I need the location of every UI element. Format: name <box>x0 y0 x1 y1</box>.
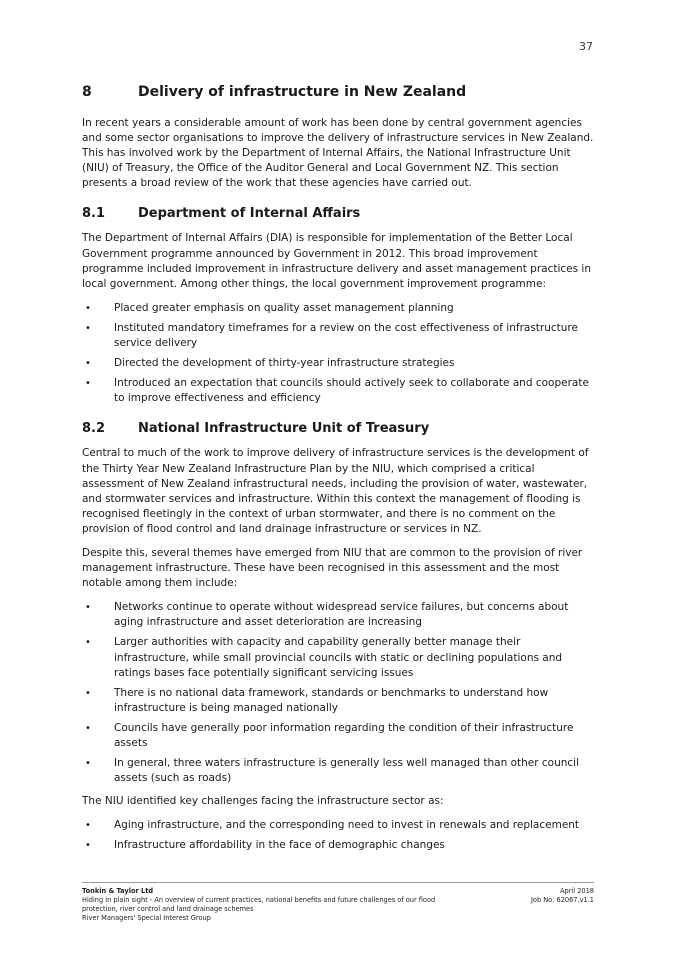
section-heading <box>82 82 594 102</box>
section-number: 8 <box>82 84 92 100</box>
subsection-number: 8.2 <box>82 421 106 437</box>
subsection-number: 8.1 <box>82 206 106 222</box>
niu-paragraph-3: The NIU identified key challenges facing the infrastructure sector as: <box>82 795 444 808</box>
list-item: • Larger authorities with capacity and capability generally better manage their infrastructure, while small provincial councils with static or declining populations and ratings bases face potentially significant servicing issues <box>85 636 563 679</box>
list-item: • Introduced an expectation that councils should actively seek to collaborate and cooperate to improve effectiveness and efficiency <box>85 377 589 405</box>
bullet-glyph: • <box>85 820 91 832</box>
niu-challenges-list <box>82 818 594 853</box>
list-item: • Instituted mandatory timeframes for a review on the cost effectiveness of infrastructure service delivery <box>85 321 578 350</box>
bullet-glyph: • <box>85 840 91 852</box>
bullet-glyph: • <box>85 602 91 614</box>
list-item: • Councils have generally poor information regarding the condition of their infrastructure assets <box>85 721 574 749</box>
footer-client: River Managers' Special Interest Group <box>82 914 211 922</box>
section-title: Delivery of infrastructure in New Zealand <box>138 84 467 100</box>
bullet-glyph: • <box>85 687 91 699</box>
bullet-glyph: • <box>85 758 91 770</box>
subsection-title: National Infrastructure Unit of Treasury <box>138 421 430 437</box>
footer-left <box>82 887 452 923</box>
subsection-title: Department of Internal Affairs <box>138 206 361 222</box>
page-footer <box>82 882 594 923</box>
niu-paragraph-2: Despite this, several themes have emerged from NIU that are common to the provision of river management infrastructure. These have been recognised in this assessment and the most notable among them include: <box>82 546 583 590</box>
footer-company: Tonkin & Taylor Ltd <box>82 887 154 895</box>
subsection-heading-8-2 <box>82 420 594 438</box>
page-content <box>82 82 594 862</box>
list-item: • In general, three waters infrastructure is generally less well managed than other council assets (such as roads) <box>85 757 579 785</box>
bullet-glyph: • <box>85 722 91 734</box>
niu-themes-list <box>82 600 594 786</box>
subsection-heading-8-1 <box>82 205 594 223</box>
bullet-glyph: • <box>85 302 91 314</box>
list-item: • Directed the development of thirty-year infrastructure strategies <box>82 356 594 371</box>
page-number: 37 <box>579 40 593 53</box>
list-item: • There is no national data framework, standards or benchmarks to understand how infrastructure is being managed nationally <box>85 686 549 714</box>
bullet-glyph: • <box>85 637 91 649</box>
footer-report-title: Hiding in plain sight - An overview of current practices, national benefits and future challenges of our flood protection, river control and land drainage schemes <box>82 896 436 913</box>
bullet-glyph: • <box>85 358 91 370</box>
footer-job-number: Job No: 62067.v1.1 <box>530 896 594 904</box>
list-item: • Aging infrastructure, and the corresponding need to invest in renewals and replacement <box>82 818 594 833</box>
bullet-glyph: • <box>85 322 91 334</box>
footer-date: April 2018 <box>560 887 594 895</box>
list-item: • Placed greater emphasis on quality asset management planning <box>82 301 594 316</box>
section-intro-paragraph: In recent years a considerable amount of work has been done by central government agencies and some sector organisations to improve the delivery of infrastructure services in New Zealand. This has involved work by the Department of Internal Affairs, the National Infrastructure Unit (NIU) of Treasury, the Office of the Auditor General and Local Government NZ. This section presents a broad review of the work that these agencies have carried out. <box>82 117 594 190</box>
bullet-glyph: • <box>85 378 91 390</box>
footer-right <box>531 887 594 923</box>
dia-bullet-list <box>82 301 594 407</box>
list-item: • Networks continue to operate without widespread service failures, but concerns about aging infrastructure and asset deterioration are increasing <box>85 601 569 629</box>
list-item: • Infrastructure affordability in the face of demographic changes <box>82 838 594 853</box>
niu-paragraph-1: Central to much of the work to improve delivery of infrastructure services is the development of the Thirty Year New Zealand Infrastructure Plan by the NIU, which comprised a critical assessment of New Zealand infrastructural needs, including the provision of water, wastewater, and stormwater services and infrastructure. Within this context the management of flooding is recognised fleetingly in the context of urban stormwater, and there is no comment on the provision of flood control and land drainage infrastructure or services in NZ. <box>82 447 589 535</box>
dia-paragraph: The Department of Internal Affairs (DIA) is responsible for implementation of the Better Local Government programme announced by Government in 2012. This broad improvement programme included improvement in infrastructure delivery and asset management practices in local government. Among other things, the local government improvement programme: <box>82 232 591 290</box>
